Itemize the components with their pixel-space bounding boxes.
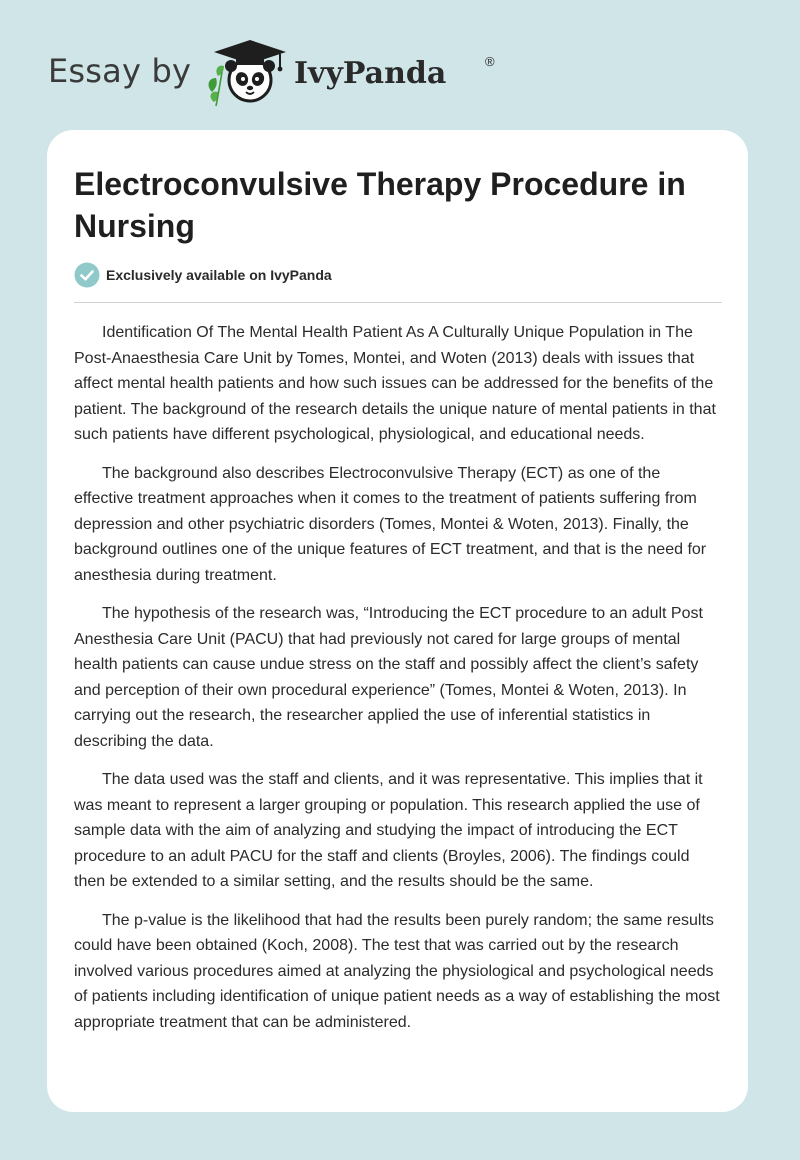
paragraph: Identification Of The Mental Health Patient As A Culturally Unique Population in The Post-Anaesthesia Care Unit by Tomes, Montei, and Woten (2013) deals with issues that affect mental health patients and how such issues can be addressed for the benefits of the patient. The background of the research details the unique nature of mental patients in that such patients have different psychological, physiological, and educational needs.	[74, 324, 716, 443]
essay-title: Electroconvulsive Therapy Procedure in Nursing	[74, 166, 686, 244]
paragraph: The background also describes Electroconvulsive Therapy (ECT) as one of the effective treatment approaches when it comes to the treatment of patients suffering from depression and other psychiatric disorders (Tomes, Montei & Woten, 2013). Finally, the background outlines one of the unique features of ECT treatment, and that is the need for anesthesia during treatment.	[74, 464, 707, 584]
paragraph: The hypothesis of the research was, “Introducing the ECT procedure to an adult Post Anesthesia Care Unit (PACU) that had previously not cared for large groups of mental health patients can cause undue stress on the staff and possibly affect the client’s safety and perception of their own procedural experience” (Tomes, Montei & Woten, 2013). In carrying out the research, the researcher applied the use of inferential statistics in describing the data.	[74, 605, 703, 750]
divider	[74, 302, 722, 303]
panda-graduate-icon[interactable]	[204, 36, 290, 108]
essay-body	[74, 320, 723, 1048]
essay-card	[47, 130, 748, 1112]
registered-mark: ®	[485, 54, 495, 69]
paragraph: The p-value is the likelihood that had the results been purely random; the same results could have been obtained (Koch, 2008). The test that was carried out by the research involved various procedures aimed at analyzing the physiological and psychological needs of patients including identification of unique patient needs as a way of establishing the most appropriate treatment that can be administered.	[74, 911, 720, 1031]
exclusive-badge-text: Exclusively available on IvyPanda	[106, 267, 332, 283]
exclusive-badge	[74, 262, 474, 288]
site-header	[48, 36, 508, 108]
paragraph: The data used was the staff and clients, and it was representative. This implies that it was meant to represent a larger grouping or population. This research applied the use of sample data with the aim of analyzing and studying the impact of introducing the ECT procedure to an adult PACU for the staff and clients (Broyles, 2006). The findings could then be extended to a similar setting, and the results should be the same.	[74, 771, 703, 890]
check-circle-icon	[74, 262, 100, 288]
essay-by-label: Essay by	[48, 52, 192, 90]
brand-name[interactable]: IvyPanda	[294, 56, 447, 91]
